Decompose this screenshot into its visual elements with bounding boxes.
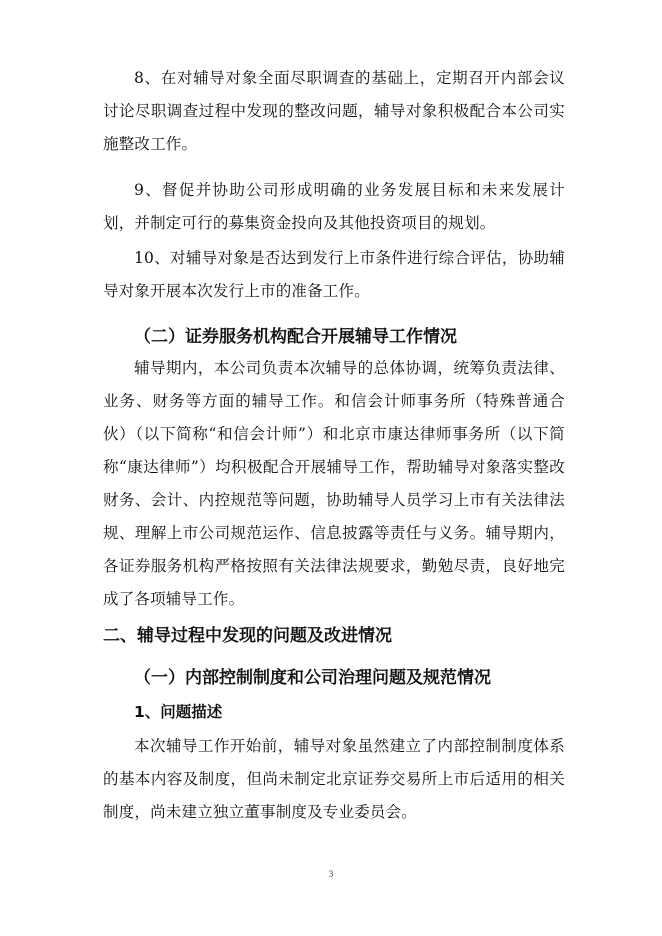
paragraph-item-9: 9、督促并协助公司形成明确的业务发展目标和未来发展计划，并制定可行的募集资金投向及其他投资项目的规划。 [103,181,565,232]
page-number: 3 [328,869,334,879]
paragraph-item-8: 8、在对辅导对象全面尽职调查的基础上，定期召开内部会议讨论尽职调查过程中发现的整改问题，辅导对象积极配合本公司实施整改工作。 [103,69,565,153]
subsection-heading-service-agencies: （二）证券服务机构配合开展辅导工作情况 [134,327,457,347]
paragraph-item-10: 10、对辅导对象是否达到发行上市条件进行综合评估，协助辅导对象开展本次发行上市的准备工作。 [103,249,565,300]
subsection-heading-internal-control: （一）内部控制制度和公司治理问题及规范情况 [134,668,491,688]
section-heading-two: 二、辅导过程中发现的问题及改进情况 [103,626,392,646]
paragraph-problem-description: 本次辅导工作开始前，辅导对象虽然建立了内部控制制度体系的基本内容及制度，但尚未制定北京证券交易所上市后适用的相关制度，尚未建立独立董事制度及专业委员会。 [103,737,565,821]
paragraph-service-agencies: 辅导期内，本公司负责本次辅导的总体协调，统筹负责法律、业务、财务等方面的辅导工作。和信会计师事务所（特殊普通合伙）（以下简称“和信会计师”）和北京市康达律师事务所（以下简称“康达律师”）均积极配合开展辅导工作，帮助辅导对象落实整改财务、会计、内控规范等问题，协助辅导人员学习上市有关法律法规、理解上市公司规范运作、信息披露等责任与义务。辅导期内，各证券服务机构严格按照有关法律法规要求，勤勉尽责，良好地完成了各项辅导工作。 [103,359,565,608]
item-heading-problem-description: 1、问题描述 [134,703,223,721]
